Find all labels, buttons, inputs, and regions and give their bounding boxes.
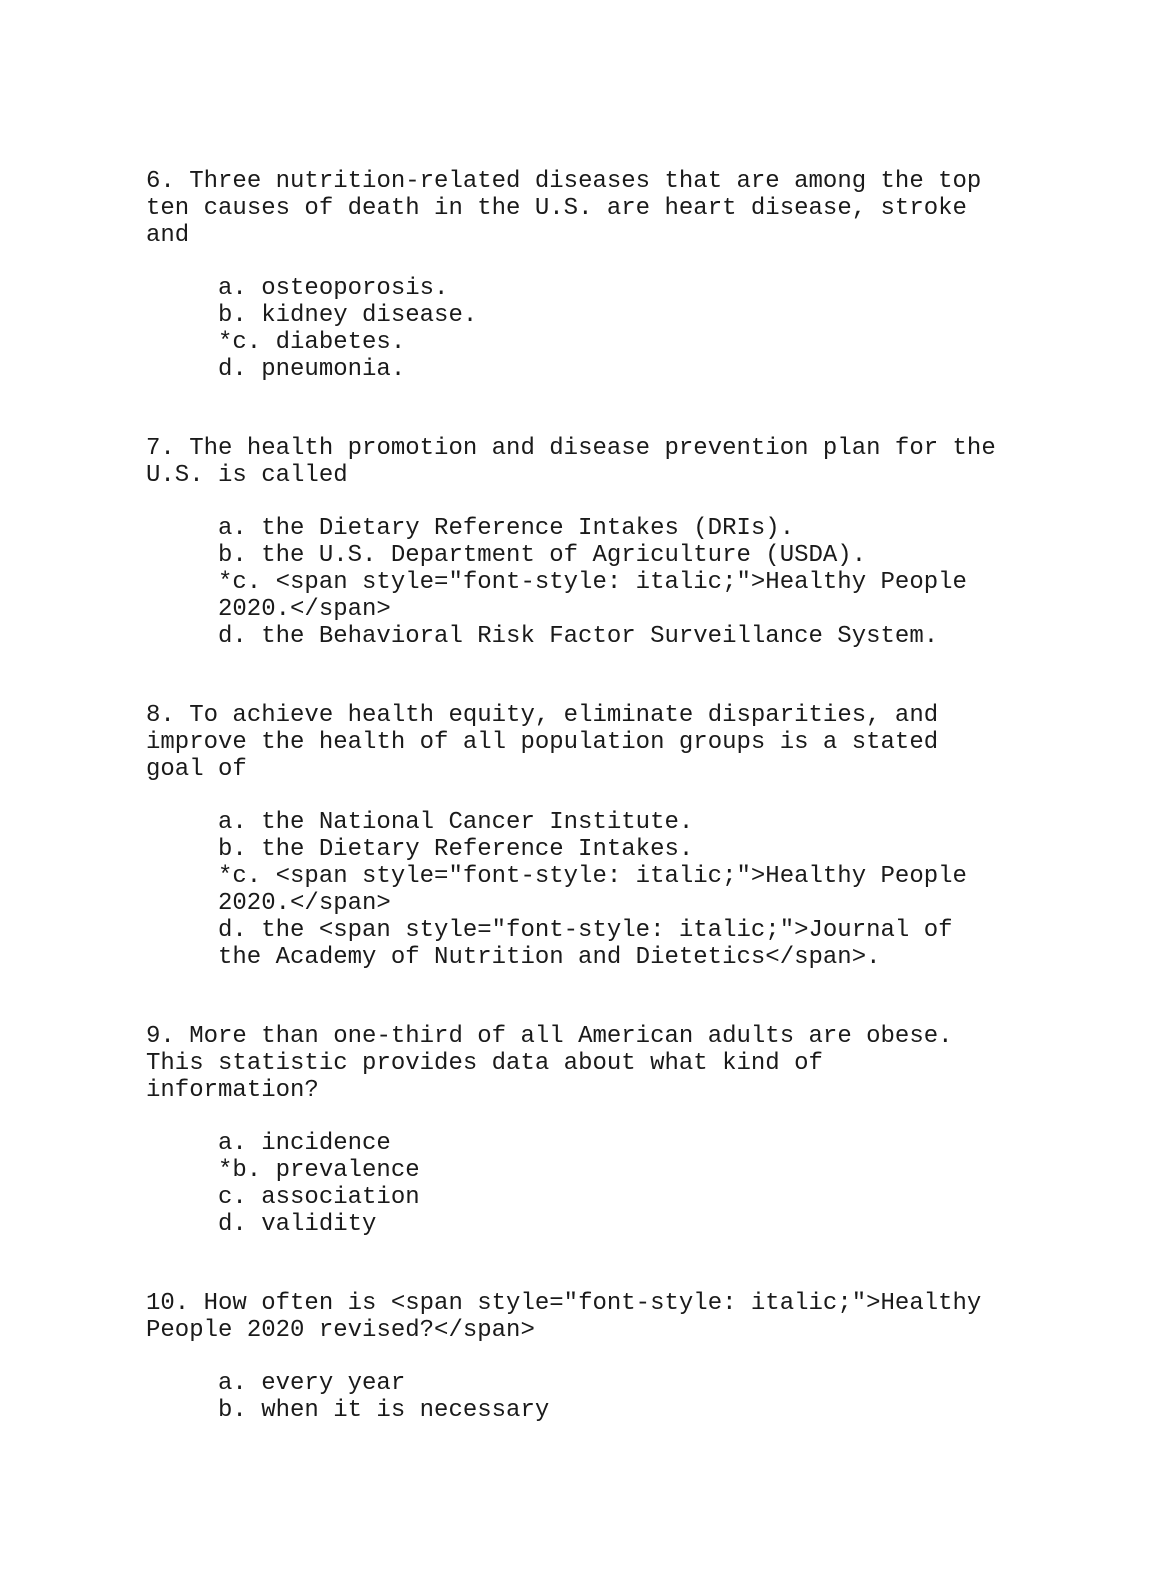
answer-option: a. osteoporosis. [218, 275, 449, 302]
question-stem: 6. Three nutrition-related diseases that are among the top ten causes of death in the U.S. are heart disease, stroke and [146, 168, 982, 249]
question-6 [146, 168, 1046, 383]
answer-option-correct: *c. diabetes. [218, 329, 406, 356]
answer-option-correct: *c. <span style="font-style: italic;">Healthy People 2020.</span> [218, 569, 967, 623]
answer-options [218, 515, 1046, 650]
answer-option-correct: *b. prevalence [218, 1157, 420, 1184]
answer-options [218, 275, 1046, 383]
question-stem: 9. More than one-third of all American adults are obese. This statistic provides data about what kind of information? [146, 1023, 953, 1104]
answer-option: a. the Dietary Reference Intakes (DRIs). [218, 515, 795, 542]
quiz-content [146, 168, 1046, 1476]
answer-options [218, 809, 1046, 971]
answer-option: a. incidence [218, 1130, 391, 1157]
answer-options [218, 1370, 1046, 1424]
question-7 [146, 435, 1046, 650]
question-stem: 10. How often is <span style="font-style: italic;">Healthy People 2020 revised?</span> [146, 1290, 982, 1344]
answer-option: d. validity [218, 1211, 377, 1238]
answer-option: d. pneumonia. [218, 356, 406, 383]
answer-option: a. every year [218, 1370, 406, 1397]
question-stem: 7. The health promotion and disease prevention plan for the U.S. is called [146, 435, 996, 489]
answer-option-correct: *c. <span style="font-style: italic;">Healthy People 2020.</span> [218, 863, 967, 917]
question-10 [146, 1290, 1046, 1424]
answer-option: d. the Behavioral Risk Factor Surveillance System. [218, 623, 939, 650]
question-stem: 8. To achieve health equity, eliminate disparities, and improve the health of all population groups is a stated goal of [146, 702, 939, 783]
answer-option: c. association [218, 1184, 420, 1211]
question-9 [146, 1023, 1046, 1238]
answer-option: b. the Dietary Reference Intakes. [218, 836, 694, 863]
question-8 [146, 702, 1046, 971]
answer-option: b. the U.S. Department of Agriculture (USDA). [218, 542, 867, 569]
answer-option: b. when it is necessary [218, 1397, 550, 1424]
answer-options [218, 1130, 1046, 1238]
answer-option: d. the <span style="font-style: italic;">Journal of the Academy of Nutrition and Dietetics</span>. [218, 917, 953, 971]
answer-option: a. the National Cancer Institute. [218, 809, 694, 836]
answer-option: b. kidney disease. [218, 302, 478, 329]
